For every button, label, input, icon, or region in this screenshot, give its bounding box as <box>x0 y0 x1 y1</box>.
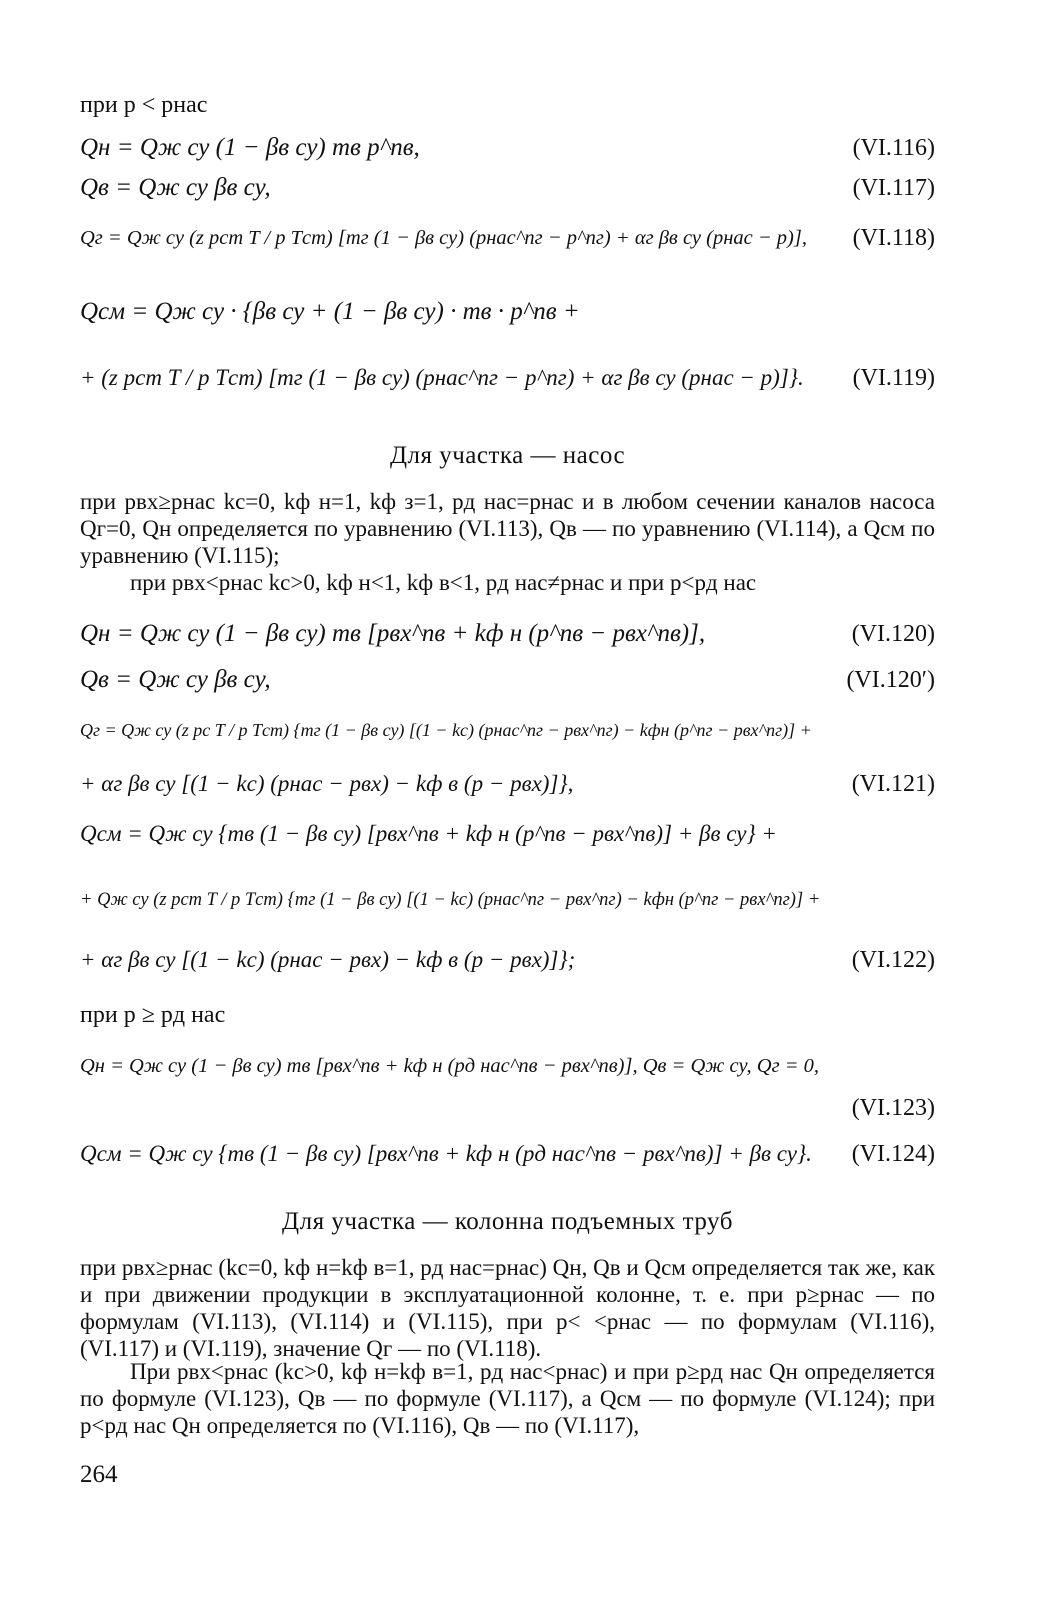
equation-vi-122-line2: + Qж су (z pст T / p Tст) {mг (1 − βв су) [(1 − kс) (pнас^nг − pвх^nг) − kфн (p^nг − pвх^nг)] + <box>80 890 821 910</box>
equation-number: (VI.120) <box>851 621 935 647</box>
paragraph: при pвх≥pнас (kс=0, kф н=kф в=1, pд нас=pнас) Qн, Qв и Qсм определяется так же, как и при движении продукции в эксплуатационной колонне, т. е. при p≥pнас — по формулам (VI.113), (VI.114) и (VI.115), при p< <pнас — по формулам (VI.116), (VI.117) и (VI.119), значение Qг — по (VI.118). <box>80 1255 935 1361</box>
equation-vi-122-line1: Qсм = Qж су {mв (1 − βв су) [pвх^nв + kф н (p^nв − pвх^nв)] + βв су} + <box>80 821 777 846</box>
equation-vi-121-line2: + αг βв су [(1 − kс) (pнас − pвх) − kф в (p − pвх)]}, <box>80 771 574 796</box>
page-number: 264 <box>80 1461 118 1488</box>
paragraph: При pвх<pнас (kс>0, kф н=kф в=1, pд нас<pнас) и при p≥pд нас Qн определяется по формуле (VI.123), Qв — по формуле (VI.117), а Qсм — по формуле (VI.124); при p<pд нас Qн определяется по (VI.116), Qв — по (VI.117), <box>80 1359 935 1438</box>
equation-vi-122-line3: + αг βв су [(1 − kс) (pнас − pвх) − kф в (p − pвх)]}; <box>80 947 576 972</box>
equation-number: (VI.119) <box>852 365 935 391</box>
document-page <box>80 0 935 1600</box>
equation-vi-116: Qн = Qж су (1 − βв су) mв p^nв, <box>80 134 420 161</box>
equation-vi-119-line2: + (z pст T / p Tст) [mг (1 − βв су) (pнас^nг − p^nг) + αг βв су (pнас − p)]}. <box>80 365 804 390</box>
equation-vi-124: Qсм = Qж су {mв (1 − βв су) [pвх^nв + kф н (pд нас^nв − pвх^nв)] + βв су}. <box>80 1141 812 1166</box>
equation-vi-120-prime: Qв = Qж су βв су, <box>80 666 271 693</box>
equation-vi-118: Qг = Qж су (z pст T / p Tст) [mг (1 − βв су) (pнас^nг − p^nг) + αг βв су (pнас − p)], <box>80 227 807 249</box>
equation-vi-121-line1: Qг = Qж су (z pс T / p Tст) {mг (1 − βв су) [(1 − kс) (pнас^nг − pвх^nг) − kфн (p^nг − pвх^nг)] + <box>80 720 812 740</box>
equation-number: (VI.121) <box>851 771 935 797</box>
equation-vi-123: Qн = Qж су (1 − βв су) mв [pвх^nв + kф н (pд нас^nв − pвх^nв)], Qв = Qж су, Qг = 0, <box>80 1055 820 1077</box>
equation-number: (VI.124) <box>851 1141 935 1167</box>
equation-number: (VI.116) <box>852 135 935 161</box>
paragraph: при pвх≥pнас kс=0, kф н=1, kф з=1, pд нас=pнас и в любом сечении каналов насоса Qг=0, Qн определяется по уравнению (VI.113), Qв — по уравнению (VI.114), а Qсм по уравнению (VI.115); <box>80 489 935 568</box>
paragraph: при pвх<pнас kс>0, kф н<1, kф в<1, pд нас≠pнас и при p<pд нас <box>130 570 757 595</box>
equation-number: (VI.123) <box>851 1095 935 1121</box>
section-heading: Для участка — колонна подъемных труб <box>282 1208 733 1235</box>
equation-vi-117: Qв = Qж су βв су, <box>80 174 271 201</box>
condition-text: при p < pнас <box>80 92 208 118</box>
equation-number: (VI.117) <box>852 175 935 201</box>
section-heading: Для участка — насос <box>389 442 626 469</box>
equation-vi-119-line1: Qсм = Qж су · {βв су + (1 − βв су) · mв · p^nв + <box>80 298 580 325</box>
equation-number: (VI.118) <box>852 225 935 251</box>
equation-number: (VI.120′) <box>846 667 935 693</box>
equation-number: (VI.122) <box>851 947 935 973</box>
condition-text: при p ≥ pд нас <box>80 1002 226 1028</box>
equation-vi-120: Qн = Qж су (1 − βв су) mв [pвх^nв + kф н (p^nв − pвх^nв)], <box>80 620 706 647</box>
